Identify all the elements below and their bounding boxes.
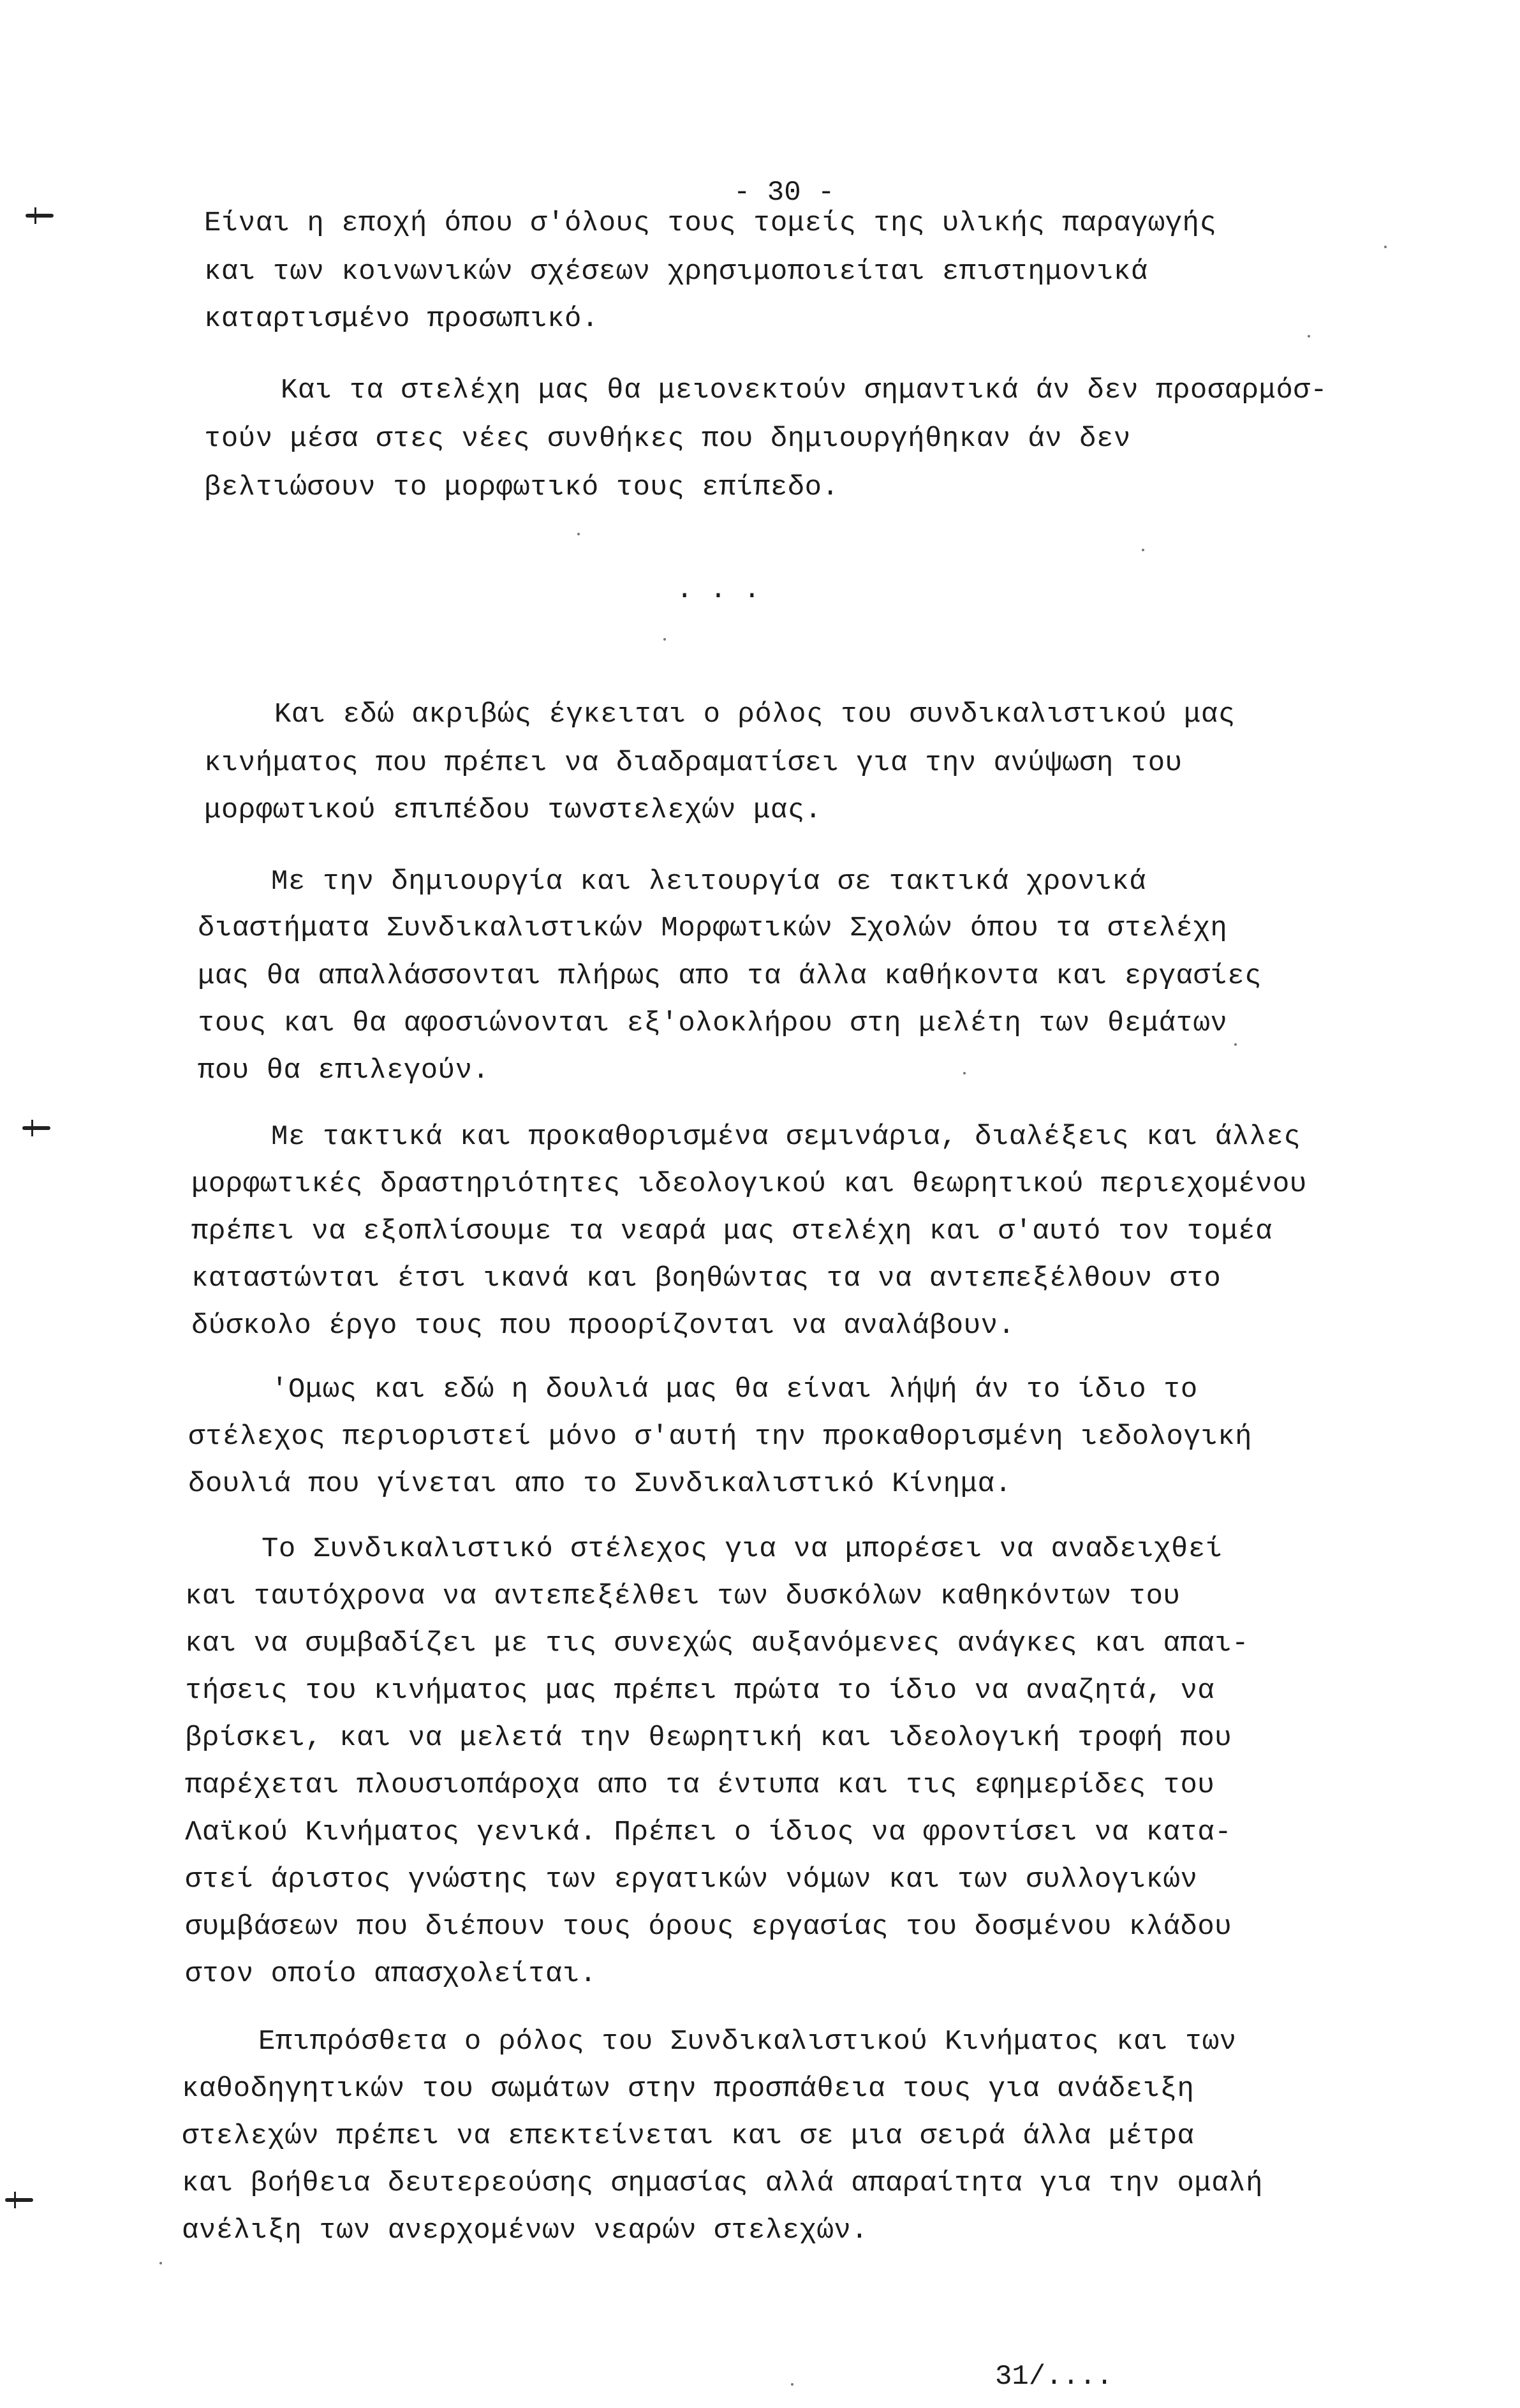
paragraph-4-line-1: Με την δημιουργία και λειτουργία σε τακτικά χρονικά xyxy=(271,866,1147,898)
paragraph-3-line-3: μορφωτικού επιπέδου τωνστελεχών μας. xyxy=(204,794,822,826)
page-number: - 30 - xyxy=(734,177,835,209)
paragraph-7-line-8: στεί άριστος γνώστης των εργατικών νόμων και των συλλογικών xyxy=(185,1864,1198,1896)
paragraph-2-line-2: τούν μέσα στες νέες συνθήκες που δημιουργήθηκαν άν δεν xyxy=(204,423,1131,455)
scan-speck xyxy=(1308,335,1310,338)
scan-speck xyxy=(1234,1043,1237,1046)
paragraph-7-line-9: συμβάσεων που διέπουν τους όρους εργασίας του δοσμένου κλάδου xyxy=(185,1911,1232,1943)
scan-speck xyxy=(663,638,666,641)
paragraph-8-line-1: Επιπρόσθετα ο ρόλος του Συνδικαλιστικού Κινήματος και των xyxy=(258,2026,1237,2058)
paragraph-6-line-2: στέλεχος περιοριστεί μόνο σ'αυτή την προκαθορισμένη ιεδολογική xyxy=(188,1421,1253,1453)
paragraph-8-line-2: καθοδηγητικών του σωμάτων στην προσπάθεια τους για ανάδειξη xyxy=(182,2073,1195,2105)
scan-speck xyxy=(791,2383,793,2386)
paragraph-3-line-1: Και εδώ ακριβώς έγκειται ο ρόλος του συνδικαλιστικού μας xyxy=(274,699,1236,731)
paragraph-6-line-3: δουλιά που γίνεται απο το Συνδικαλιστικό Κίνημα. xyxy=(188,1468,1012,1500)
paragraph-1-line-1: Είναι η εποχή όπου σ'όλους τους τομείς της υλικής παραγωγής xyxy=(204,207,1217,239)
paragraph-1-line-3: καταρτισμένο προσωπικό. xyxy=(204,303,599,335)
margin-mark-icon xyxy=(26,214,54,218)
scan-speck xyxy=(1384,246,1387,248)
scan-speck xyxy=(1142,549,1144,551)
paragraph-7-line-5: βρίσκει, και να μελετά την θεωρητική και ιδεολογική τροφή που xyxy=(185,1722,1232,1754)
paragraph-6-line-1: 'Ομως και εδώ η δουλιά μας θα είναι λήψή άν το ίδιο το xyxy=(271,1374,1198,1406)
paragraph-8-line-5: ανέλιξη των ανερχομένων νεαρών στελεχών. xyxy=(182,2215,869,2247)
paragraph-2-line-1: Και τα στελέχη μας θα μειονεκτούν σημαντικά άν δεν προσαρμόσ- xyxy=(281,375,1328,406)
paragraph-2-line-3: βελτιώσουν το μορφωτικό τους επίπεδο. xyxy=(204,472,839,503)
paragraph-3-line-2: κινήματος που πρέπει να διαδραματίσει για την ανύψωση του xyxy=(204,747,1183,779)
paragraph-4-line-3: μας θα απαλλάσσονται πλήρως απο τα άλλα καθήκοντα και εργασίες xyxy=(198,960,1262,992)
paragraph-5-line-5: δύσκολο έργο τους που προορίζονται να αναλάβουν. xyxy=(191,1310,1015,1342)
scan-speck xyxy=(159,2262,162,2264)
paragraph-8-line-3: στελεχών πρέπει να επεκτείνεται και σε μια σειρά άλλα μέτρα xyxy=(182,2120,1195,2152)
paragraph-7-line-1: Το Συνδικαλιστικό στέλεχος για να μπορέσει να αναδειχθεί xyxy=(262,1533,1223,1565)
scan-speck xyxy=(963,1072,966,1074)
paragraph-5-line-3: πρέπει να εξοπλίσουμε τα νεαρά μας στελέχη και σ'αυτό τον τομέα xyxy=(191,1215,1273,1247)
scan-speck xyxy=(577,533,580,535)
paragraph-4-line-2: διαστήματα Συνδικαλιστικών Μορφωτικών Σχολών όπου τα στελέχη xyxy=(198,912,1228,944)
paragraph-5-line-4: καταστώνται έτσι ικανά και βοηθώντας τα να αντεπεξέλθουν στο xyxy=(191,1263,1221,1295)
paragraph-8-line-4: και βοήθεια δευτερεούσης σημασίας αλλά απαραίτητα για την ομαλή xyxy=(182,2167,1263,2199)
paragraph-7-line-3: και να συμβαδίζει με τις συνεχώς αυξανόμενες ανάγκες και απαι- xyxy=(185,1628,1250,1660)
section-break: . . . xyxy=(676,574,761,606)
paragraph-7-line-6: παρέχεται πλουσιοπάροχα απο τα έντυπα και τις εφημερίδες του xyxy=(185,1769,1215,1801)
paragraph-7-line-4: τήσεις του κινήματος μας πρέπει πρώτα το ίδιο να αναζητά, να xyxy=(185,1675,1215,1707)
margin-mark-icon xyxy=(22,1126,50,1130)
margin-mark-icon xyxy=(5,2198,33,2202)
continuation-marker: 31/.... xyxy=(995,2361,1113,2393)
paragraph-1-line-2: και των κοινωνικών σχέσεων χρησιμοποιείται επιστημονικά xyxy=(204,256,1148,288)
paragraph-5-line-1: Με τακτικά και προκαθορισμένα σεμινάρια, διαλέξεις και άλλες xyxy=(271,1121,1301,1153)
paragraph-4-line-4: τους και θα αφοσιώνονται εξ'ολοκλήρου στη μελέτη των θεμάτων xyxy=(198,1007,1228,1039)
paragraph-7-line-10: στον οποίο απασχολείται. xyxy=(185,1958,597,1990)
paragraph-5-line-2: μορφωτικές δραστηριότητες ιδεολογικού και θεωρητικού περιεχομένου xyxy=(191,1168,1307,1200)
paragraph-7-line-2: και ταυτόχρονα να αντεπεξέλθει των δυσκόλων καθηκόντων του xyxy=(185,1580,1181,1612)
paragraph-4-line-5: που θα επιλεγούν. xyxy=(198,1055,490,1087)
paragraph-7-line-7: Λαϊκού Κινήματος γενικά. Πρέπει ο ίδιος να φροντίσει να κατα- xyxy=(185,1817,1232,1848)
